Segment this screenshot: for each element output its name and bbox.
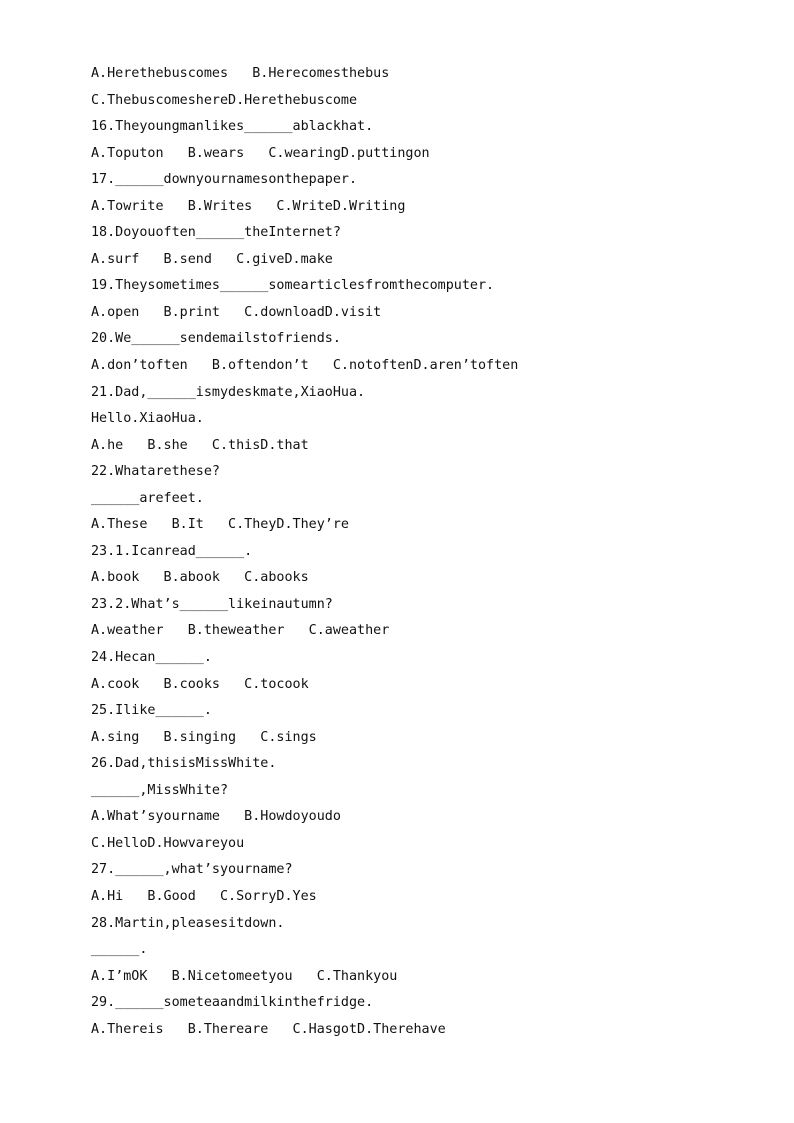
text-line: C.ThebuscomeshereD.Herethebuscome [91, 92, 358, 108]
question-line: 23.2.What’s______likeinautumn? [91, 596, 333, 612]
dialogue-line: ______,MissWhite? [91, 782, 229, 798]
options-line: A.Toputon B.wears C.wearingD.puttingon [91, 145, 430, 161]
options-line: A.cook B.cooks C.tocook [91, 676, 309, 692]
options-line: A.weather B.theweather C.aweather [91, 623, 390, 639]
options-line: A.Hi B.Good C.SorryD.Yes [91, 888, 317, 904]
question-line: 23.1.Icanread______. [91, 543, 253, 559]
dialogue-line: ______arefeet. [91, 490, 204, 506]
options-line: A.don’toften B.oftendon’t C.notoftenD.aren’toften [91, 358, 519, 374]
options-line: A.Towrite B.Writes C.WriteD.Writing [91, 198, 406, 214]
dialogue-line: Hello.XiaoHua. [91, 411, 204, 427]
question-line: 19.Theysometimes______somearticlesfromthecomputer. [91, 278, 495, 294]
options-line: A.These B.It C.TheyD.They’re [91, 517, 349, 533]
question-line: 21.Dad,______ismydeskmate,XiaoHua. [91, 384, 366, 400]
options-line: A.Thereis B.Thereare C.HasgotD.Therehave [91, 1021, 446, 1037]
options-line: C.HelloD.Howvareyou [91, 835, 245, 851]
options-line: A.open B.print C.downloadD.visit [91, 304, 382, 320]
options-line: A.he B.she C.thisD.that [91, 437, 309, 453]
question-line: 28.Martin,pleasesitdown. [91, 915, 285, 931]
question-line: 16.Theyoungmanlikes______ablackhat. [91, 119, 374, 135]
question-line: 20.We______sendemailstofriends. [91, 331, 341, 347]
options-line: A.I’mOK B.Nicetomeetyou C.Thankyou [91, 968, 398, 984]
question-line: 17.______downyournamesonthepaper. [91, 172, 358, 188]
question-line: 26.Dad,thisisMissWhite. [91, 756, 277, 772]
dialogue-line: ______. [91, 942, 148, 958]
question-line: 24.Hecan______. [91, 650, 212, 666]
options-line: A.surf B.send C.giveD.make [91, 251, 333, 267]
question-line: 29.______someteaandmilkinthefridge. [91, 995, 374, 1011]
question-list [91, 64, 771, 1046]
question-line: 22.Whatarethese? [91, 464, 220, 480]
options-line: A.sing B.singing C.sings [91, 729, 317, 745]
options-line: A.What’syourname B.Howdoyoudo [91, 809, 341, 825]
text-line: A.Herethebuscomes B.Herecomesthebus [91, 66, 390, 81]
question-line: 18.Doyouoften______theInternet? [91, 225, 341, 241]
options-line: A.book B.abook C.abooks [91, 570, 309, 586]
question-line: 27.______,what’syourname? [91, 862, 293, 878]
question-line: 25.Ilike______. [91, 703, 212, 719]
